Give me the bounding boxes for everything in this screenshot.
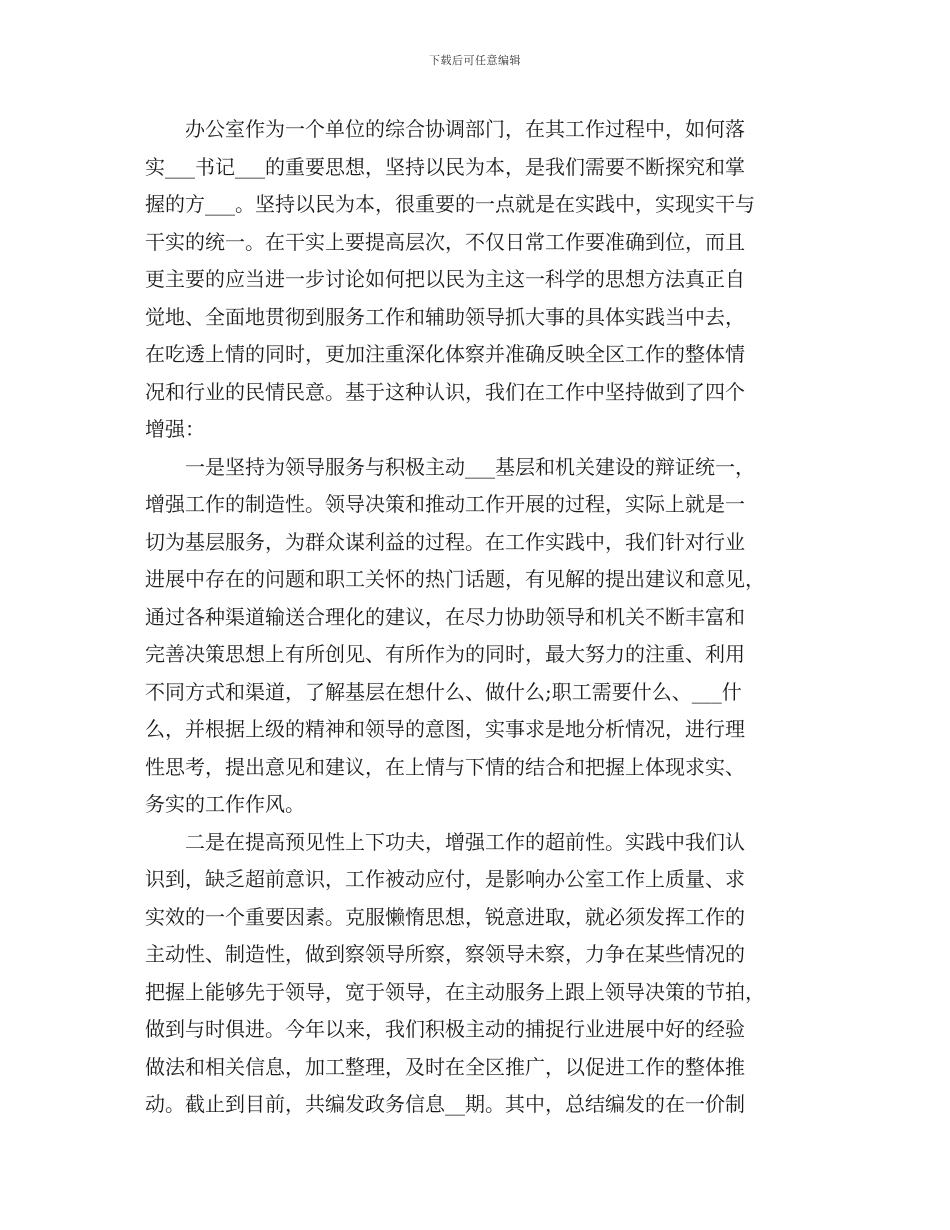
text-line: 况和行业的民情民意。基于这种认识，我们在工作中坚持做到了四个: [145, 379, 745, 404]
text-line: 完善决策思想上有所创见、有所作为的同时，最大努力的注重、利用: [145, 642, 745, 666]
text-line: 干实的统一。在干实上要提高层次，不仅日常工作要准确到位，而且: [145, 229, 745, 254]
text-line: 更主要的应当进一步讨论如何把以民为主这一科学的思想方法真正自: [145, 267, 745, 291]
text-line: 进展中存在的问题和职工关怀的热门话题，有见解的提出建议和意见，: [145, 567, 765, 591]
text-line: 主动性、制造性，做到察领导所察，察领导未察，力争在某些情况的: [145, 942, 745, 966]
text-line: 实效的一个重要因素。克服懒惰思想，锐意进取，就必须发挥工作的: [145, 904, 745, 929]
text-line: 二是在提高预见性上下功夫，增强工作的超前性。实践中我们认: [145, 829, 745, 854]
page-header: 下载后可任意编辑: [429, 54, 521, 67]
text-line: 增强：: [145, 417, 205, 441]
text-line: 务实的工作作风。: [145, 792, 305, 816]
text-line: 办公室作为一个单位的综合协调部门，在其工作过程中，如何落: [145, 117, 745, 141]
text-line: 么，并根据上级的精神和领导的意图，实事求是地分析情况，进行理: [145, 717, 745, 741]
text-line: 增强工作的制造性。领导决策和推动工作开展的过程，实际上就是一: [145, 492, 745, 516]
text-line: 性思考，提出意见和建议，在上情与下情的结合和把握上体现求实、: [145, 754, 745, 779]
text-line: 实___书记___的重要思想，坚持以民为本，是我们需要不断探究和掌: [145, 154, 745, 179]
text-line: 做到与时俱进。今年以来，我们积极主动的捕捉行业进展中好的经验: [145, 1017, 745, 1041]
text-line: 识到，缺乏超前意识，工作被动应付，是影响办公室工作上质量、求: [145, 867, 745, 891]
text-line: 通过各种渠道输送合理化的建议，在尽力协助领导和机关不断丰富和: [145, 604, 745, 629]
text-line: 把握上能够先于领导，宽于领导，在主动服务上跟上领导决策的节拍，: [145, 979, 765, 1004]
text-line: 不同方式和渠道，了解基层在想什么、做什么;职工需要什么、___什: [145, 679, 742, 704]
text-line: 在吃透上情的同时，更加注重深化体察并准确反映全区工作的整体情: [145, 342, 745, 366]
text-line: 握的方___。坚持以民为本，很重要的一点就是在实践中，实现实干与: [145, 192, 755, 216]
text-line: 动。截止到目前，共编发政务信息__期。其中，总结编发的在一价制: [145, 1092, 745, 1116]
text-line: 一是坚持为领导服务与积极主动___基层和机关建设的辩证统一，: [145, 454, 755, 479]
text-line: 做法和相关信息，加工整理，及时在全区推广，以促进工作的整体推: [145, 1054, 745, 1079]
text-line: 切为基层服务，为群众谋利益的过程。在工作实践中，我们针对行业: [145, 529, 745, 554]
document-body: [145, 111, 805, 1124]
text-line: 觉地、全面地贯彻到服务工作和辅助领导抓大事的具体实践当中去，: [145, 304, 745, 329]
